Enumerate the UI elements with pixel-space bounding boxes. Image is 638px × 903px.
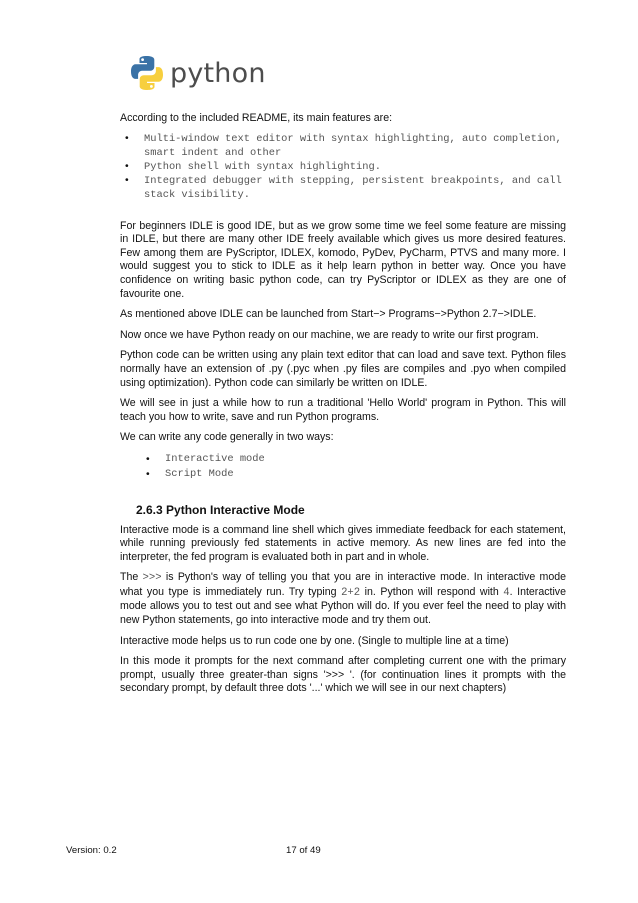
version-label: Version: 0.2	[66, 845, 117, 856]
bullet-icon: •	[125, 174, 129, 186]
paragraph-interactive-def: Interactive mode is a command line shell which gives immediate feedback for each statement, while running previously fed statements in active memory. As new lines are fed into the interpreter, the fed program is evaluated both in part and in whole.	[120, 523, 566, 563]
inline-code: 2+2	[341, 586, 361, 599]
paragraph-ide-options: For beginners IDLE is good IDE, but as we grow some time we feel some feature are missing in IDLE, but there are many other IDE freely available which gives us more desired features. Few among them are PyScriptor, IDLEX, komodo, PyDev, PyCharm, PTVS and many more. I would suggest you to stick to IDLE as it help learn python in better way. Once you have confidence on writing basic python code, can try PyScriptor or IDLEX as they are one of favourite one.	[120, 219, 566, 300]
paragraph-prompt-explain: The >>> is Python's way of telling you that you are in interactive mode. In interactive mode what you type is immediately run. Try typing 2+2 in. Python will respond with 4. Interactive mode allows you to test out and see what Python will do. If you ever feel the need to play with new Python statements, go into interactive mode and try them out.	[120, 571, 566, 627]
modes-list	[120, 452, 566, 482]
section-heading: 2.6.3 Python Interactive Mode	[136, 502, 305, 517]
bullet-icon: •	[125, 160, 129, 172]
bullet-icon: •	[125, 132, 129, 144]
paragraph-ready: Now once we have Python ready on our machine, we are ready to write our first program.	[120, 328, 539, 341]
bullet-icon: •	[146, 453, 150, 465]
list-item: • Python shell with syntax highlighting.	[125, 160, 381, 173]
page-number: 17 of 49	[286, 845, 321, 856]
inline-code: >>>	[142, 572, 162, 585]
features-list	[120, 132, 566, 202]
list-item: • Script Mode	[146, 467, 234, 480]
list-item: • Multi-window text editor with syntax highlighting, auto completion, smart indent and other	[125, 132, 562, 159]
python-snake-icon	[128, 54, 166, 92]
main-content	[120, 112, 566, 703]
features-intro: According to the included README, its main features are:	[120, 112, 393, 124]
paragraph-one-by-one: Interactive mode helps us to run code one by one. (Single to multiple line at a time)	[120, 634, 509, 647]
paragraph-idle-launch: As mentioned above IDLE can be launched from Start−> Programs−>Python 2.7−>IDLE.	[120, 308, 537, 321]
inline-code: 4	[503, 586, 510, 599]
list-item: • Interactive mode	[146, 452, 265, 465]
python-logo-text: python	[170, 57, 266, 89]
paragraph-hello-world: We will see in just a while how to run a traditional 'Hello World' program in Python. This will teach you how to write, save and run Python programs.	[120, 397, 566, 423]
paragraph-two-ways: We can write any code generally in two ways:	[120, 431, 334, 444]
list-item: • Integrated debugger with stepping, persistent breakpoints, and call stack visibility.	[125, 174, 562, 201]
paragraph-prompts: In this mode it prompts for the next command after completing current one with the primary prompt, usually three greater-than signs '>>> '. (for continuation lines it prompts with the secondary prompt, by default three dots '...' which we will see in our next chapters)	[120, 655, 566, 695]
python-logo	[128, 53, 266, 93]
bullet-icon: •	[146, 468, 150, 480]
paragraph-code-files: Python code can be written using any plain text editor that can load and save text. Python files normally have an extension of .py (.pyc when .py files are compiles and .pyo when compiled using optimization). Python code can similarly be written on IDLE.	[120, 349, 566, 389]
